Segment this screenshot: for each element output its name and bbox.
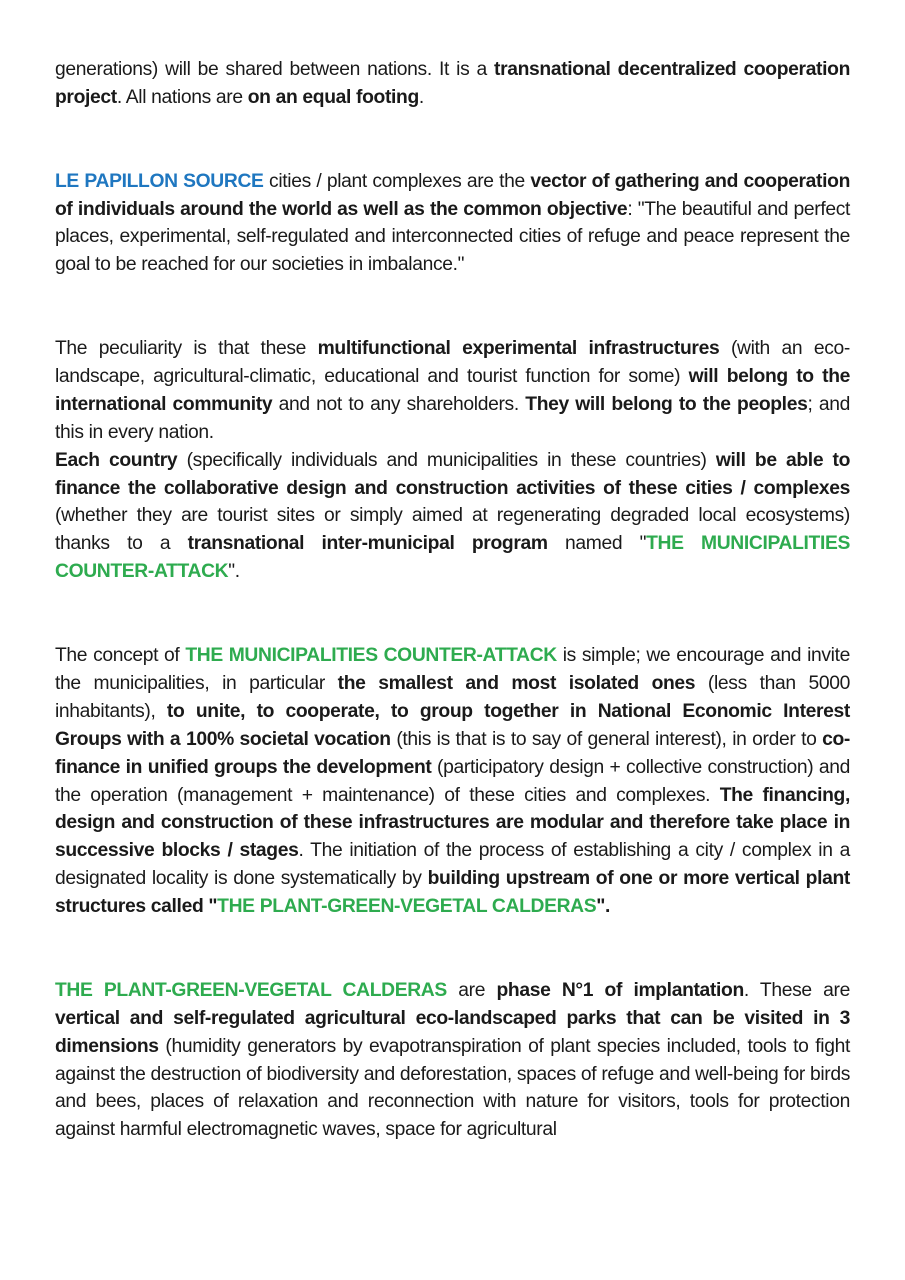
structure-name: THE PLANT-GREEN-VEGETAL CALDERAS xyxy=(55,979,447,1001)
paragraph-6 xyxy=(55,977,850,1144)
text-span: (this is that is to say of general interest), in order to xyxy=(390,728,823,750)
text-span: and not to any shareholders. xyxy=(272,393,526,415)
bold-text: vertical and self-regulated agricultural eco-landscaped parks that can be visited in 3 dimensions xyxy=(55,1007,850,1057)
text-span: : "The beautiful and perfect places, experimental, self-regulated and interconnected cities of refuge and peace represent the goal to be reached for our societies in imbalance." xyxy=(55,198,850,276)
paragraph-5 xyxy=(55,642,850,921)
paragraph-4 xyxy=(55,447,850,587)
text-span: generations) will be shared between nations. It is a xyxy=(55,59,495,80)
text-span: (specifically individuals and municipalities in these countries) xyxy=(177,449,716,471)
bold-text: co-finance in unified groups the development xyxy=(55,728,850,778)
bold-text: The financing, design and construction of these infrastructures are modular and therefore take place in successive blocks / stages xyxy=(55,784,850,862)
bold-text: phase N°1 of implantation xyxy=(496,979,744,1001)
bold-text: ". xyxy=(596,896,611,918)
text-span: is simple; we encourage and invite the municipalities, in particular xyxy=(55,644,850,694)
bold-text: will belong to the international community xyxy=(55,365,850,415)
paragraph-spacer xyxy=(55,112,850,168)
text-span: (with an eco-landscape, agricultural-climatic, educational and tourist function for some) xyxy=(55,338,850,387)
paragraph-1 xyxy=(55,56,850,112)
text-span: named " xyxy=(547,533,647,555)
bold-text: Each country xyxy=(55,449,178,471)
bold-text: the smallest and most isolated ones xyxy=(337,672,696,694)
paragraph-spacer xyxy=(55,279,850,335)
text-span: (less than 5000 inhabitants), xyxy=(55,672,850,722)
bold-text: They will belong to the peoples xyxy=(525,393,808,415)
paragraph-2 xyxy=(55,168,850,280)
text-span: (humidity generators by evapotranspiration of plant species included, tools to fight against the destruction of biodiversity and deforestation, spaces of refuge and well-being for birds and bees, places of relaxation and reconnection with nature for visitors, tools for protection against harmful electromagnetic waves, space for agricultural xyxy=(55,1035,850,1141)
program-name: THE MUNICIPALITIES COUNTER-ATTACK xyxy=(55,533,851,583)
text-span: . xyxy=(418,86,424,108)
paragraph-spacer xyxy=(55,586,850,642)
text-span: cities / plant complexes are the xyxy=(263,170,531,192)
bold-text: will be able to finance the collaborative design and construction activities of these cities / complexes xyxy=(55,449,851,499)
text-span: The concept of xyxy=(55,644,186,666)
text-span: are xyxy=(446,979,497,1001)
text-span: (whether they are tourist sites or simply aimed at regenerating degraded local ecosystems) thanks to a xyxy=(55,505,850,555)
document-page xyxy=(55,56,850,1144)
structure-name: THE PLANT-GREEN-VEGETAL CALDERAS xyxy=(217,896,597,918)
text-span: (participatory design + collective construction) and the operation (management + maintenance) of these cities and complexes. xyxy=(55,756,850,806)
paragraph-spacer xyxy=(55,921,850,977)
bold-text: on an equal footing xyxy=(247,86,419,108)
bold-text: transnational decentralized cooperation project xyxy=(55,59,850,108)
text-span: ; and this in every nation. xyxy=(55,393,850,443)
text-span: . All nations are xyxy=(116,86,248,108)
paragraph-3 xyxy=(55,335,850,447)
bold-text: transnational inter-municipal program xyxy=(187,533,548,555)
brand-name: LE PAPILLON SOURCE xyxy=(55,170,264,192)
text-span: . The initiation of the process of establishing a city / complex in a designated locality is done systematically by xyxy=(55,840,850,890)
text-span: . These are xyxy=(743,979,850,1001)
text-span: ". xyxy=(228,561,240,583)
bold-text: building upstream of one or more vertical plant structures called " xyxy=(55,868,850,918)
program-name: THE MUNICIPALITIES COUNTER-ATTACK xyxy=(185,644,557,666)
text-span: The peculiarity is that these xyxy=(55,338,318,360)
bold-text: multifunctional experimental infrastructures xyxy=(317,338,720,360)
bold-text: to unite, to cooperate, to group together in National Economic Interest Groups with a 100% societal vocation xyxy=(55,700,851,750)
bold-text: vector of gathering and cooperation of individuals around the world as well as the common objective xyxy=(55,170,850,220)
